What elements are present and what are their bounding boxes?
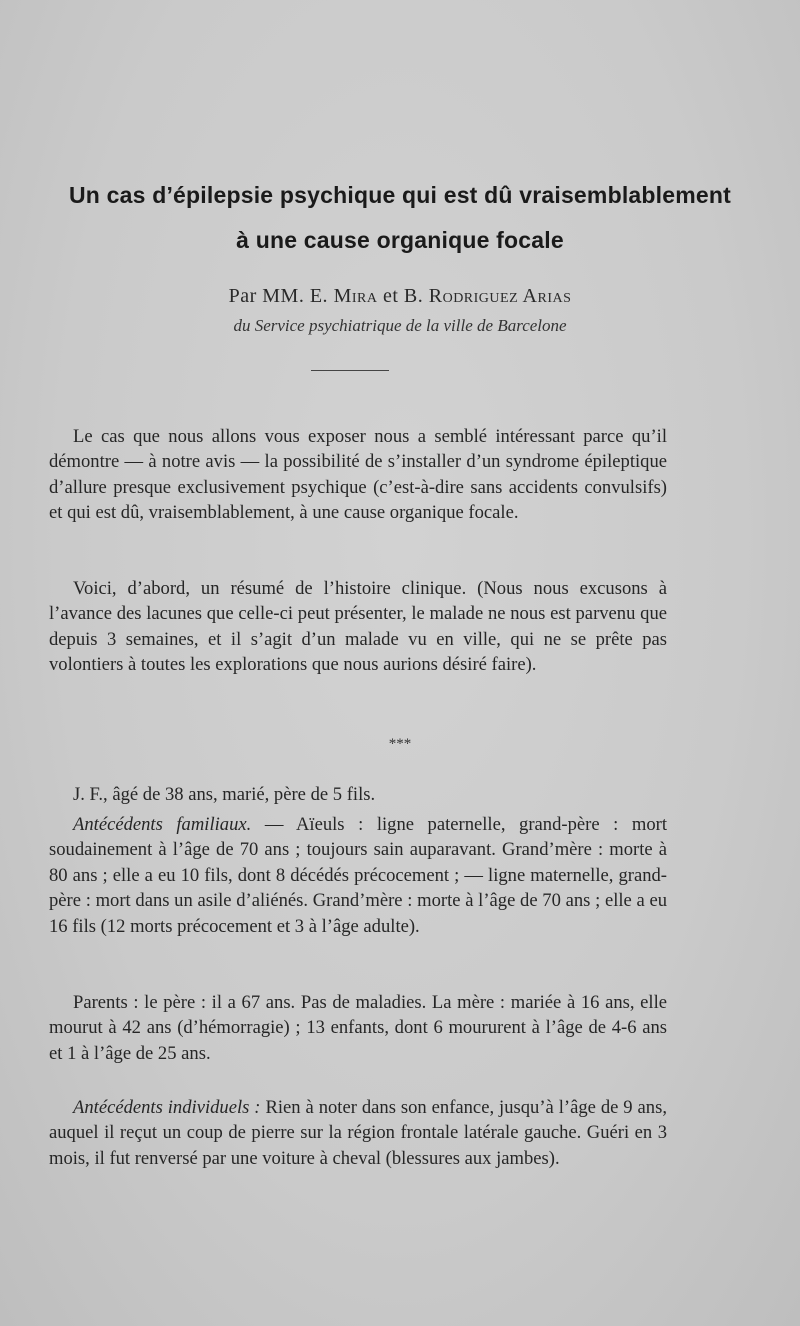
authors-par: Par MM. E. (228, 285, 329, 307)
paragraph-text: Parents : le père : il a 67 ans. Pas de maladies. La mère : mariée à 16 ans, elle mourut à 42 ans (d’hémorragie) ; 13 enfants, dont 6 moururent à l’âge de 4-6 ans et 1 à l’âge de 25 ans. (49, 992, 667, 1064)
paragraph-text-wrapper (49, 1095, 667, 1171)
author-rodriguez-arias: Rodriguez Arias (428, 285, 572, 307)
author-line (0, 285, 800, 308)
paragraph-family-history (49, 812, 667, 939)
paragraph-text: Voici, d’abord, un résumé de l’histoire clinique. (Nous nous excusons à l’avance des lacunes que celle-ci peut présenter, le malade ne nous est parvenu que depuis 3 semaines, et il s’agit d’un malade vu en ville, qui ne se prête pas volontiers à toutes les explorations que nous aurions désiré faire). (49, 578, 667, 676)
paragraph-text-wrapper (49, 812, 667, 939)
article-title-line-1: Un cas d’épilepsie psychique qui est dû vraisemblablement (69, 182, 731, 208)
article-title-line-2: à une cause organique focale (236, 227, 564, 253)
paragraph-individual-history (49, 1095, 667, 1171)
section-label-family: Antécédents familiaux. (73, 814, 252, 835)
paragraph-summary (49, 576, 667, 678)
paragraph-patient (49, 782, 667, 807)
affiliation: du Service psychiatrique de la ville de Barcelone (233, 316, 567, 335)
section-asterism (0, 738, 800, 750)
paragraph-intro (49, 424, 667, 526)
asterism-stars: *** (388, 736, 412, 752)
author-mira: Mira (333, 285, 378, 307)
paragraph-parents (49, 990, 667, 1066)
paragraph-text: Rien à noter dans son enfance, jusqu’à l’âge de 9 ans, auquel il reçut un coup de pierre sur la région frontale latérale gauche. Guéri en 3 mois, il fut renversé par une voiture à cheval (blessures aux jambes). (49, 1097, 667, 1169)
paragraph-text: Le cas que nous allons vous exposer nous a semblé intéressant parce qu’il démontre — à notre avis — la possibilité de s’installer d’un syndrome épileptique d’allure presque exclusivement psychique (c’est-à-dire sans accidents convulsifs) et qui est dû, vraisemblablement, à une cause organique focale. (49, 426, 667, 524)
paragraph-text: — Aïeuls : ligne paternelle, grand-père : mort soudainement à l’âge de 70 ans ; toujours sain auparavant. Grand’mère : morte à 80 ans ; elle a eu 10 fils, dont 8 décédés précocement ; — ligne maternelle, grand-père : mort dans un asile d’aliénés. Grand’mère : morte à l’âge de 70 ans ; elle a eu 16 fils (12 morts précocement et 3 à l’âge adulte). (49, 814, 667, 937)
paragraph-text: J. F., âgé de 38 ans, marié, père de 5 fils. (73, 784, 376, 805)
title-divider (311, 370, 389, 371)
section-label-individual: Antécédents individuels : (73, 1097, 261, 1118)
authors-et: et B. (382, 285, 424, 307)
